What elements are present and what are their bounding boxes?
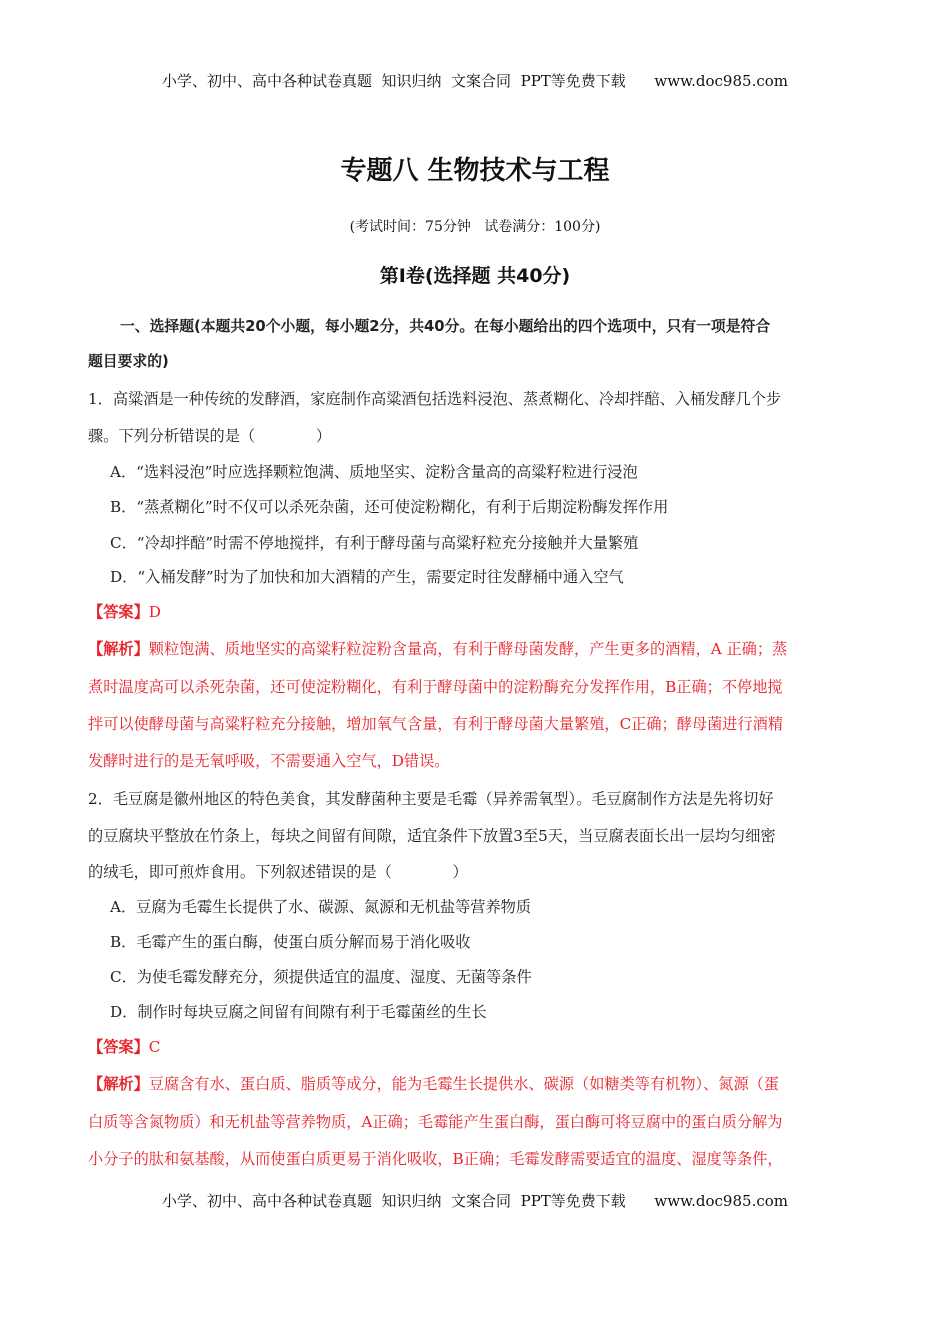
question-1-stem-line-1: 1．高粱酒是一种传统的发酵酒，家庭制作高粱酒包括选料浸泡、蒸煮糊化、冷却拌醅、入桶发酵几个步 (88, 390, 782, 408)
analysis-tag: 【解析】 (88, 1075, 149, 1093)
page-title: 专题八 生物技术与工程 (340, 156, 610, 186)
question-2-option-d: D．制作时每块豆腐之间留有间隙有利于毛霉菌丝的生长 (110, 1003, 487, 1021)
question-1-stem-line-2: 骤。下列分析错误的是（ ） (88, 427, 331, 445)
analysis-text: 颗粒饱满、质地坚实的高粱籽粒淀粉含量高，有利于酵母菌发酵，产生更多的酒精，A 正确；蒸 (148, 640, 788, 658)
question-2-stem-line-3: 的绒毛，即可煎炸食用。下列叙述错误的是（ ） (88, 863, 468, 881)
question-1-option-a: A．“选料浸泡”时应选择颗粒饱满、质地坚实、淀粉含量高的高粱籽粒进行浸泡 (110, 463, 638, 481)
page-footer: 小学、初中、高中各种试卷真题 知识归纳 文案合同 PPT等免费下载 www.doc985.com (161, 1192, 788, 1210)
instructions-line-1: 一、选择题(本题共20个小题，每小题2分，共40分。在每小题给出的四个选项中，只有一项是符合 (120, 318, 771, 335)
instructions-line-2: 题目要求的) (88, 353, 169, 370)
question-2-answer (88, 1037, 160, 1057)
question-1-analysis-line-2: 煮时温度高可以杀死杂菌，还可使淀粉糊化，有利于酵母菌中的淀粉酶充分发挥作用，B正确；不停地搅 (88, 678, 783, 696)
question-1-analysis-line-1 (88, 639, 787, 659)
exam-info: (考试时间：75分钟 试卷满分：100分) (349, 219, 601, 235)
question-1-analysis-line-4: 发酵时进行的是无氧呼吸，不需要通入空气，D错误。 (88, 752, 450, 770)
question-2-analysis-line-2: 白质等含氮物质）和无机盐等营养物质，A正确；毛霉能产生蛋白酶，蛋白酶可将豆腐中的蛋白质分解为 (88, 1113, 783, 1131)
question-2-analysis-line-1 (88, 1074, 779, 1094)
question-1-option-c: C．“冷却拌醅”时需不停地搅拌，有利于酵母菌与高粱籽粒充分接触并大量繁殖 (110, 534, 639, 552)
question-1-analysis-line-3: 拌可以使酵母菌与高粱籽粒充分接触，增加氧气含量，有利于酵母菌大量繁殖，C正确；酵母菌进行酒精 (88, 715, 784, 733)
analysis-tag: 【解析】 (88, 640, 149, 658)
answer-value: D (148, 603, 161, 621)
analysis-text: 豆腐含有水、蛋白质、脂质等成分，能为毛霉生长提供水、碳源（如糖类等有机物）、氮源（蛋 (148, 1075, 780, 1093)
question-2-stem-line-1: 2．毛豆腐是徽州地区的特色美食，其发酵菌种主要是毛霉（异养需氧型）。毛豆腐制作方法是先将切好 (88, 790, 774, 808)
answer-tag: 【答案】 (88, 603, 149, 621)
question-2-option-a: A．豆腐为毛霉生长提供了水、碳源、氮源和无机盐等营养物质 (110, 898, 532, 916)
question-2-stem-line-2: 的豆腐块平整放在竹条上，每块之间留有间隙，适宜条件下放置3至5天，当豆腐表面长出一层均匀细密 (88, 827, 776, 845)
part-title: 第Ⅰ卷(选择题 共40分) (379, 265, 571, 287)
page-header: 小学、初中、高中各种试卷真题 知识归纳 文案合同 PPT等免费下载 www.doc985.com (161, 72, 788, 90)
answer-tag: 【答案】 (88, 1038, 149, 1056)
question-2-option-b: B．毛霉产生的蛋白酶，使蛋白质分解而易于消化吸收 (110, 933, 471, 951)
question-1-option-d: D．“入桶发酵”时为了加快和加大酒精的产生，需要定时往发酵桶中通入空气 (110, 568, 624, 586)
question-2-option-c: C．为使毛霉发酵充分，须提供适宜的温度、湿度、无菌等条件 (110, 968, 532, 986)
answer-value: C (148, 1038, 161, 1056)
question-1-option-b: B．“蒸煮糊化”时不仅可以杀死杂菌，还可使淀粉糊化，有利于后期淀粉酶发挥作用 (110, 498, 669, 516)
question-1-answer (88, 602, 161, 622)
question-2-analysis-line-3: 小分子的肽和氨基酸，从而使蛋白质更易于消化吸收，B正确；毛霉发酵需要适宜的温度、湿度等条件， (88, 1150, 783, 1168)
